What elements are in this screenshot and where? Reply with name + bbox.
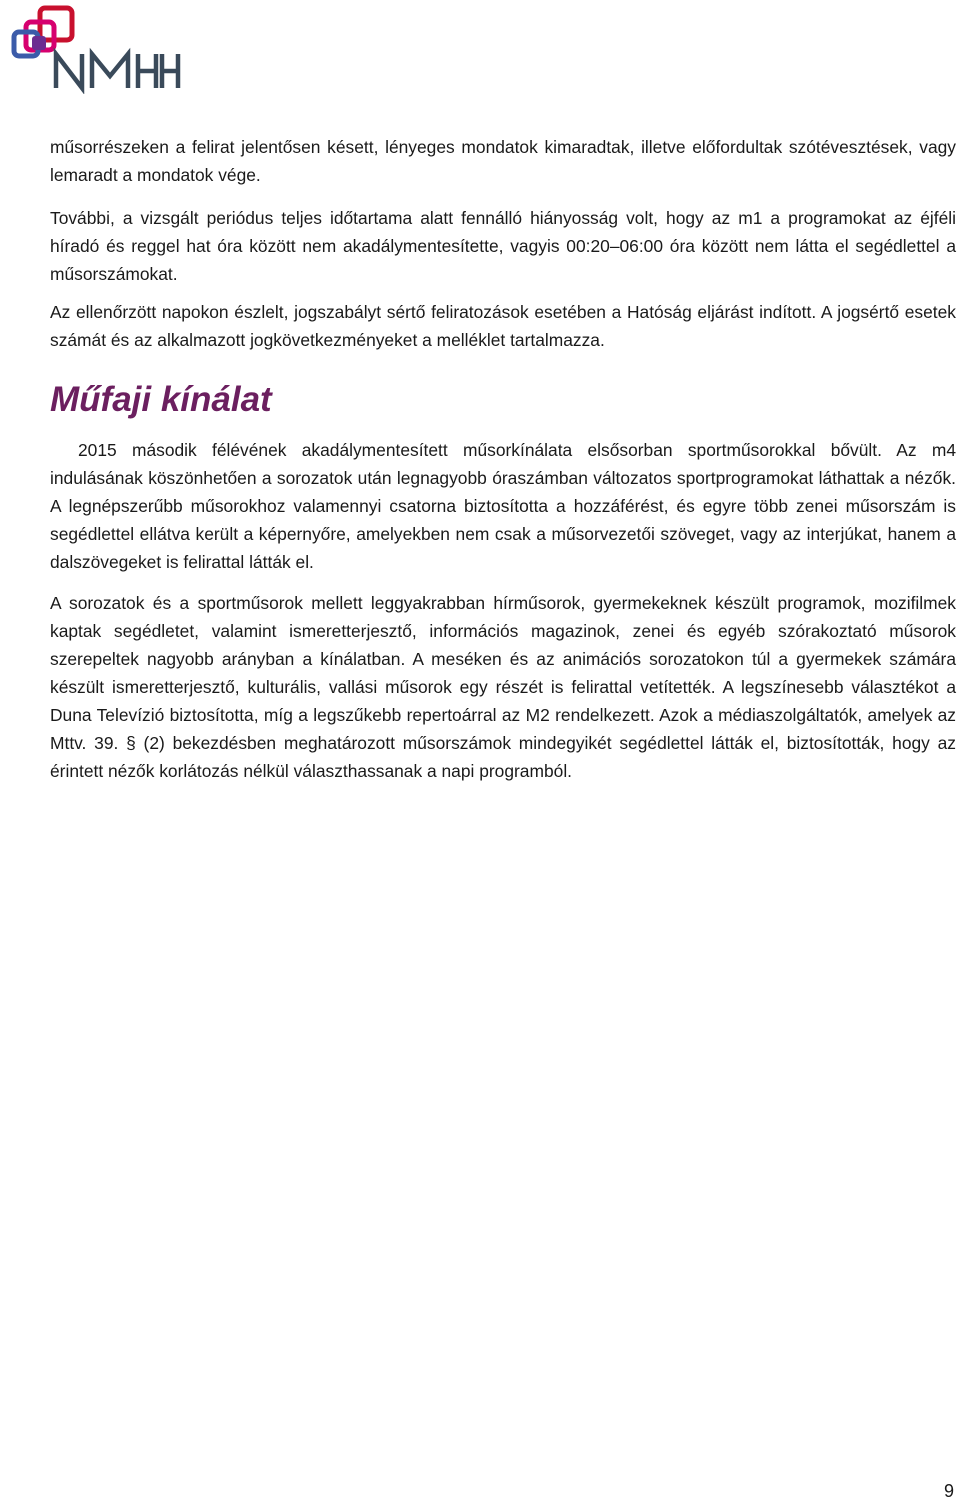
paragraph-proceedings: Az ellenőrzött napokon észlelt, jogszabályt sértő feliratozások esetében a Hatóság eljárást indított. A jogsértő esetek számát és az alkalmazott jogkövetkezményeket a melléklet tartalmazza. <box>50 302 956 350</box>
section-heading-genre-offer: Műfaji kínálat <box>50 380 272 419</box>
paragraph-subtitle-issues: műsorrészeken a felirat jelentősen késett, lényeges mondatok kimaradtak, illetve előfordultak szótévesztések, vagy lemaradt a mondatok vége. <box>50 137 956 185</box>
paragraph-m1-gap: További, a vizsgált periódus teljes időtartama alatt fennálló hiányosság volt, hogy az m1 a programokat az éjféli híradó és reggel hat óra között nem akadálymentesítette, vagyis 00:20–06:00 óra között nem látta el segédlettel a műsorszámokat. <box>50 208 956 284</box>
page-number: 9 <box>943 1481 954 1501</box>
nmhh-logo-graphic <box>10 4 182 94</box>
document-body <box>50 133 956 785</box>
paragraph-genre-offer-1: 2015 második félévének akadálymentesített műsorkínálata elsősorban sportműsorokkal bővült. Az m4 indulásának köszönhetően a sorozatok után legnagyobb óraszámban változatos sportprogramokat láthattak a nézők. A legnépszerűbb műsorokhoz valamennyi csatorna biztosította a hozzáférést, és egyre több zenei műsorszám is segédlettel ellátva került a képernyőre, amelyekben nem csak a műsorvezetői szöveget, vagy az interjúkat, hanem a dalszövegeket is felirattal látták el. <box>50 440 956 572</box>
nmhh-logo <box>10 4 182 94</box>
paragraph-genre-offer-2: A sorozatok és a sportműsorok mellett leggyakrabban hírműsorok, gyermekeknek készült programok, mozifilmek kaptak segédletet, valamint ismeretterjesztő, információs magazinok, zenei és egyéb szórakoztató műsorok szerepeltek nagyobb arányban a kínálatban. A meséken és az animációs sorozatokon túl a gyermekek számára készült ismeretterjesztő, kulturális, vallási műsorok egy részét is felirattal vetítették. A legszínesebb választékot a Duna Televízió biztosította, míg a legszűkebb repertoárral az M2 rendelkezett. Azok a médiaszolgáltatók, amelyek az Mttv. 39. § (2) bekezdésben meghatározott műsorszámok mindegyikét segédlettel látták el, biztosították, hogy az érintett nézők korlátozás nélkül választhassanak a napi programból. <box>50 593 956 781</box>
